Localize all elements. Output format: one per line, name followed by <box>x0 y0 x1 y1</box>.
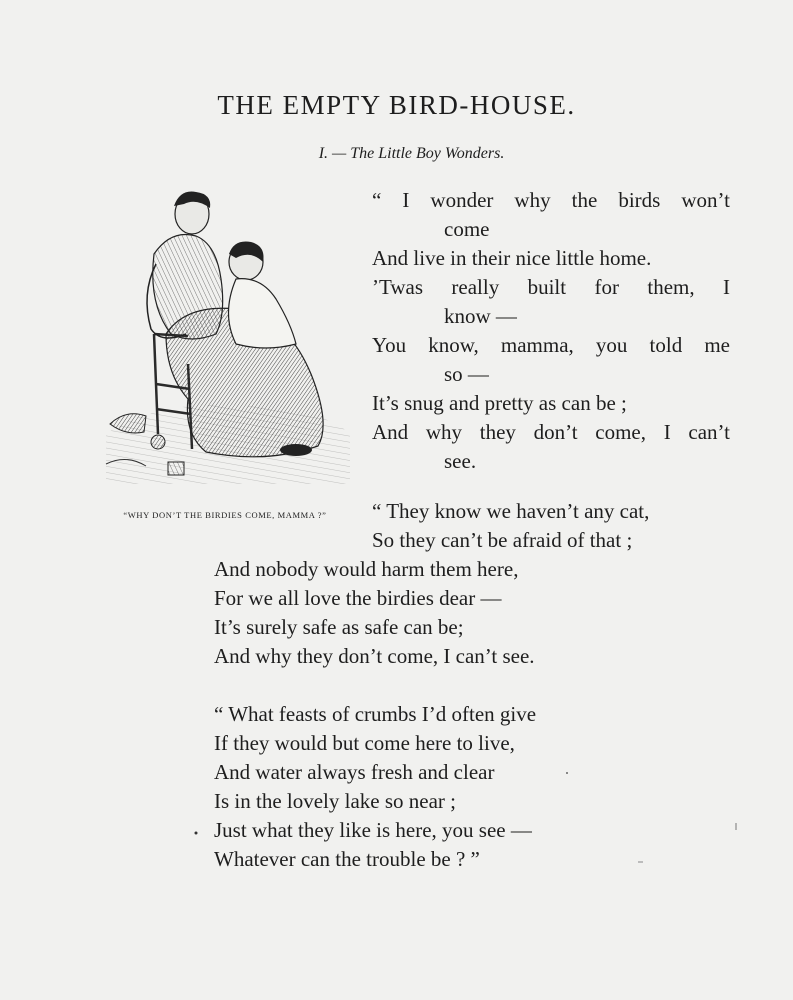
poem-line: Just what they like is here, you see — <box>214 818 532 842</box>
poem-line: So they can’t be afraid of that ; <box>372 528 633 552</box>
poem-line: “ I wonder why the birds won’t <box>372 188 730 212</box>
poem-line: If they would but come here to live, <box>214 731 515 755</box>
poem-line: come <box>444 217 490 241</box>
poem-line: And live in their nice little home. <box>372 246 652 270</box>
section-subtitle: I. — The Little Boy Wonders. <box>318 145 505 162</box>
poem-line: It’s snug and pretty as can be ; <box>372 391 627 415</box>
poem-line: And water always fresh and clear <box>214 760 495 784</box>
mother-and-child-icon <box>96 184 354 490</box>
poem-line: For we all love the birdies dear — <box>214 586 502 610</box>
poem-line: know — <box>444 304 517 328</box>
poem-line: see. <box>444 449 477 473</box>
poem-line: Whatever can the trouble be ? ” <box>214 847 480 871</box>
poem-line: “ What feasts of crumbs I’d often give <box>214 702 537 726</box>
poem-line: Is in the lovely lake so near ; <box>214 789 457 813</box>
poem-line: It’s surely safe as safe can be; <box>214 615 464 639</box>
engraving-illustration <box>96 184 354 490</box>
poem-line: And why they don’t come, I can’t see. <box>214 644 535 668</box>
poem-line: so — <box>444 362 489 386</box>
page-title: THE EMPTY BIRD-HOUSE. <box>217 90 576 120</box>
poem-line: And nobody would harm them here, <box>214 557 519 581</box>
poem-line: And why they don’t come, I can’t <box>372 420 730 444</box>
poem-line: You know, mamma, you told me <box>372 333 730 357</box>
stanza-1 <box>372 186 730 476</box>
poem-line: ’Twas really built for them, I <box>372 275 730 299</box>
stanza-2-bottom <box>214 555 614 671</box>
poem-line: “ They know we haven’t any cat, <box>372 499 650 523</box>
illustration-caption: “WHY DON’T THE BIRDIES COME, MAMMA ?” <box>123 510 327 520</box>
stanza-3 <box>214 700 614 874</box>
stanza-2-top <box>372 497 702 555</box>
